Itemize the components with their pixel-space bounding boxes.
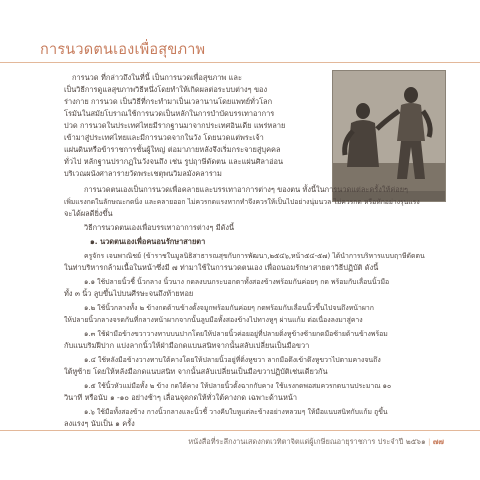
continuation-line: จะได้ผลดียิ่งขึ้น [64, 209, 113, 218]
intro-line: เข้ามาสู่ประเทศไทยและมีการนวดจากในวัง โดยนวดแต่พระเจ้า [64, 133, 264, 142]
section-line: ๑.๒ ใช้นิ้วกลางทั้ง ๒ ข้างกดด้านข้างดั้งจมูกพร้อมกันค่อยๆ กดพร้อมกับเลื่อนนิ้วขึ้นไปจนถึงหน้าผาก [84, 304, 374, 312]
page-title: การนวดตนเองเพื่อสุขภาพ [40, 42, 206, 58]
intro-line: บริเวณผนังศาลารายวัดพระเชตุพนวิมลมังคลาราม [64, 169, 222, 178]
footer-caption: หนังสือที่ระลึกงานเสดงกตเวทิตาจิตแด่ผู้เกษียณอายุราชการ ประจำปี ๒๕๖๑ [188, 437, 426, 446]
section-line: ๑.๔ ใช้หลังมือข้างวางทาบใต้คางโดยให้ปลายนิ้วอยู่ที่ติ่งหูขวา ลากมือดึงเข้าดึงหูขวาไปตามคางจนถึง [84, 356, 381, 364]
intro-line: ทั่วไป หลักฐานปรากฏในวังจนถึง เช่น รูปฤาษีดัดตน และแผ่นศิลาอ่อน [64, 157, 284, 166]
section-line: ลงแรงๆ นับเป็น ๑ ครั้ง [64, 419, 135, 428]
intro-line: โรมันในสมัยโบราณใช้การนวดเป็นหลักในการบำบัดบรรเทาอาการ [64, 109, 275, 118]
page-number: ๗๗ [432, 437, 444, 446]
continuation-line: การนวดตนเองเป็นการนวดเพื่อคลายและบรรเทาอาการต่างๆ ของตน ทั้งนี้ในการนวดแต่ละครั้งให้ค่อยๆ [84, 185, 409, 194]
intro-line: ปวด การนวดในประเทศไทยมีรากฐานมาจากประเทศอินเดีย แพร่หลาย [64, 121, 286, 130]
intro-line: ร่างกาย การนวด เป็นวิธีที่กระทำมาเป็นเวลานานโดยแพทย์ทั่วโลก [64, 97, 273, 106]
section-line: ทั้ง ๓ นิ้ว ลูบขึ้นไปบนศีรษะจนถึงท้ายทอย [64, 289, 194, 298]
section-heading: ๑. นวดตนเองเพื่อคนอนรักษาสายตา [90, 237, 206, 246]
section-line: กับแนบริมฝีปาก แบ่งลากนิ้วให้ฝ่ามือกดแบนสนิทจากนั้นสลับเปลี่ยนเป็นมือขวา [64, 341, 310, 350]
title-bar [0, 36, 480, 63]
section-line: ๑.๕ ใช้นิ้วหัวแม่มือทั้ง ๒ ข้าง กดใต้คาง ให้ปลายนิ้วตั้งฉากกับคาง ใช้แรงกดพอสมควรกดนานประมาณ ๑๐ [84, 382, 392, 390]
historic-photo-massage-figures [332, 70, 446, 202]
section-line: ใต้หูซ้าย โดยให้หลังมือกดแนบสนิท จากนั้นสลับเปลี่ยนเป็นมือขวาปฏิบัติเช่นเดียวกัน [64, 367, 328, 376]
section-line: ในท่าบริหารกล้ามเนื้อในหน้าซึ่งมี ๗ ท่ามาใช้ในการนวดตนเอง เพื่อถนอมรักษาสายตาวิธีปฏิบัติ ดังนี้ [64, 263, 379, 272]
section-line: ๑.๖ ใช้มือทั้งสองข้าง กางนิ้วกลางและนิ้วชี้ วางคีบใบหูแต่ละข้างอย่างหลวมๆ ให้มือแนบสนิทกับแก้ม ถูขึ้น [84, 408, 388, 416]
intro-line: เป็นวิธีการดูแลสุขภาพวิธีหนึ่งโดยทำให้เกิดผลต่อระบบต่างๆ ของ [64, 85, 268, 94]
page-footer [0, 430, 480, 453]
continuation-line: เพิ่มแรงกดในลักษณะกดนิ่ง และคลายออก ไม่ควรกดแรงหากทำจึงควรให้เป็นไปอย่างนุ่มนวล ไม่ควรกด หรือหักอย่างรุนแรง [64, 198, 420, 206]
method-intro: วิธีการนวดตนเองเพื่อบรรเทาอาการต่างๆ มีดังนี้ [84, 223, 235, 232]
intro-line: การนวด ที่กล่าวถึงในที่นี้ เป็นการนวดเพื่อสุขภาพ และ [72, 73, 242, 82]
section-line: ๑.๓ ใช้ฝ่ามือข้างขวาวางทาบบนปากโดยให้ปลายนิ้วค่อยอยู่ที่ปลายติ่งหูข้างซ้ายกดมือซ้ายด้านข้างพร้อม [84, 330, 388, 338]
section-line: ๑.๑ ใช้ปลายนิ้วชี้ นิ้วกลาง นิ้วนาง กดลงบนกระบอกตาทั้งสองข้างพร้อมกันค่อยๆ กด พร้อมกับเลื่อนนิ้วมือ [84, 278, 390, 286]
intro-line: แผ่นดินหรือข้าราชการชั้นผู้ใหญ่ ต่อมาภายหลังจึงเริ่มกระจายสู่บุคคล [64, 145, 281, 154]
section-line: วินาที หรือนับ ๑ -๑๐ อย่างช้าๆ เลื่อนจุดกดให้ทั่วใต้คางกด เฉพาะด้านหน้า [64, 393, 298, 402]
section-line: ให้ปลายนิ้วกลางจรดกันที่กลางหน้าผากจากนั้นลูบมือทั้งสองข้างไปทางหูๆ ผ่านแก้ม ต่อเนื่องลงมาสู่คาง [64, 316, 363, 324]
photo-figures-icon [333, 71, 445, 201]
section-line: ครูจักร เจนพาณิชย์ (ข้าราชในมูลนิธิสาธารณสุขกับการพัฒนา,๒๕๔๖,หน้า๕๔-๕๗) ได้นำการบริหารแบบฤาษีดัดตน [84, 252, 425, 260]
footer-text: หนังสือที่ระลึกงานเสดงกตเวทิตาจิตแด่ผู้เกษียณอายุราชการ ประจำปี ๒๕๖๑ | ๗๗ [188, 437, 444, 446]
